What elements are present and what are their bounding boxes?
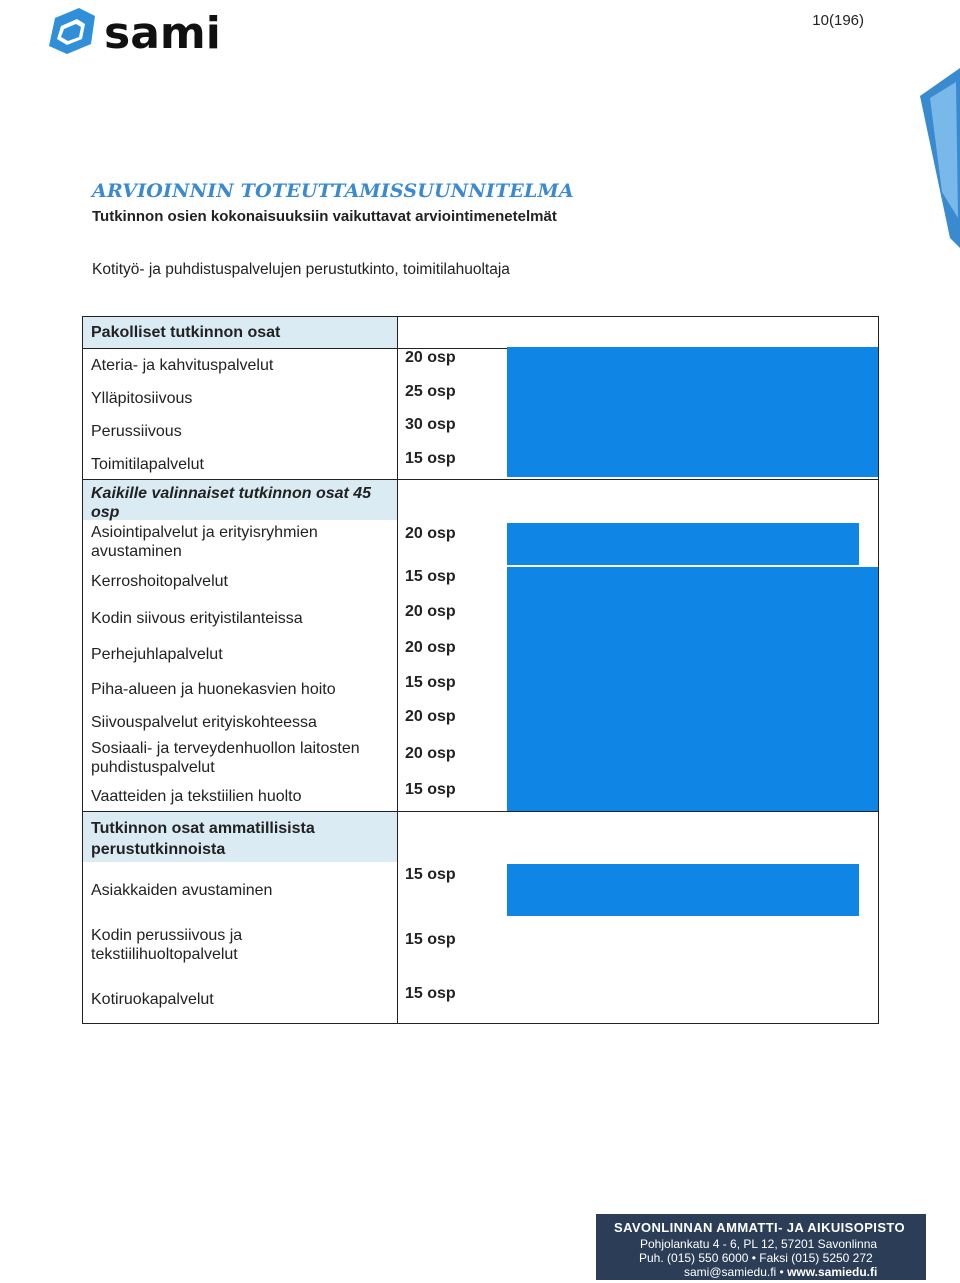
list-item: Kodin perussiivous ja tekstiilihuoltopalvelut — [91, 927, 243, 963]
credits-value: 15 osp — [405, 985, 456, 1002]
logo-wordmark: sami — [104, 8, 221, 58]
credits-value: 20 osp — [405, 349, 456, 366]
list-item: Siivouspalvelut erityiskohteessa — [91, 714, 317, 731]
blue-block — [507, 347, 878, 477]
section-header-vocational: Tutkinnon osat ammatillisista perustutkinnoista — [91, 820, 315, 858]
list-item: Toimitilapalvelut — [91, 456, 204, 473]
document-subtitle: Tutkinnon osien kokonaisuuksiin vaikuttavat arviointimenetelmät — [92, 208, 557, 225]
list-item: Asiakkaiden avustaminen — [91, 882, 273, 899]
sami-logo — [44, 6, 250, 58]
list-item: Kerroshoitopalvelut — [91, 573, 228, 590]
credits-value: 15 osp — [405, 450, 456, 467]
table-row — [83, 317, 878, 348]
credits-value: 25 osp — [405, 383, 456, 400]
section-header-optional: Kaikille valinnaiset tutkinnon osat 45 osp — [91, 485, 372, 521]
section-header-mandatory: Pakolliset tutkinnon osat — [91, 324, 281, 341]
blue-block — [507, 567, 878, 811]
degree-name: Kotityö- ja puhdistuspalvelujen perustutkinto, toimitilahuoltaja — [92, 261, 510, 278]
page-number: 10(196) — [812, 12, 864, 29]
credits-value: 30 osp — [405, 416, 456, 433]
credits-value: 20 osp — [405, 708, 456, 725]
credits-value: 20 osp — [405, 745, 456, 762]
credits-value: 15 osp — [405, 674, 456, 691]
list-item: Kodin siivous erityistilanteissa — [91, 610, 303, 627]
credits-value: 20 osp — [405, 603, 456, 620]
assessment-table — [82, 316, 879, 1024]
credits-value: 15 osp — [405, 866, 456, 883]
footer-separator: • — [776, 1265, 788, 1279]
credits-value: 15 osp — [405, 781, 456, 798]
list-item: Vaatteiden ja tekstiilien huolto — [91, 788, 302, 805]
list-item: Ylläpitosiivous — [91, 390, 193, 407]
school-contact — [684, 1265, 877, 1279]
list-item: Perhejuhlapalvelut — [91, 646, 223, 663]
credits-value: 20 osp — [405, 639, 456, 656]
credits-value: 20 osp — [405, 525, 456, 542]
school-name: SAVONLINNAN AMMATTI- JA AIKUISOPISTO — [614, 1220, 906, 1235]
school-email: sami@samiedu.fi — [684, 1265, 777, 1279]
document-title: ARVIOINNIN TOTEUTTAMISSUUNNITELMA — [92, 180, 574, 202]
list-item: Ateria- ja kahvituspalvelut — [91, 357, 274, 374]
list-item: Asiointipalvelut ja erityisryhmien avustaminen — [91, 524, 318, 560]
credits-value: 15 osp — [405, 568, 456, 585]
school-phone: Puh. (015) 550 6000 • Faksi (015) 5250 272 — [639, 1251, 873, 1265]
credits-value: 15 osp — [405, 931, 456, 948]
blue-block — [507, 523, 859, 565]
list-item: Sosiaali- ja terveydenhuollon laitosten puhdistuspalvelut — [91, 740, 360, 776]
corner-decoration-icon — [870, 68, 960, 268]
school-footer — [596, 1214, 926, 1280]
blue-block — [507, 864, 859, 916]
list-item: Piha-alueen ja huonekasvien hoito — [91, 681, 336, 698]
list-item: Kotiruokapalvelut — [91, 991, 214, 1008]
list-item: Perussiivous — [91, 423, 182, 440]
school-website: www.samiedu.fi — [787, 1265, 878, 1279]
school-address: Pohjolankatu 4 - 6, PL 12, 57201 Savonlinna — [640, 1237, 878, 1251]
